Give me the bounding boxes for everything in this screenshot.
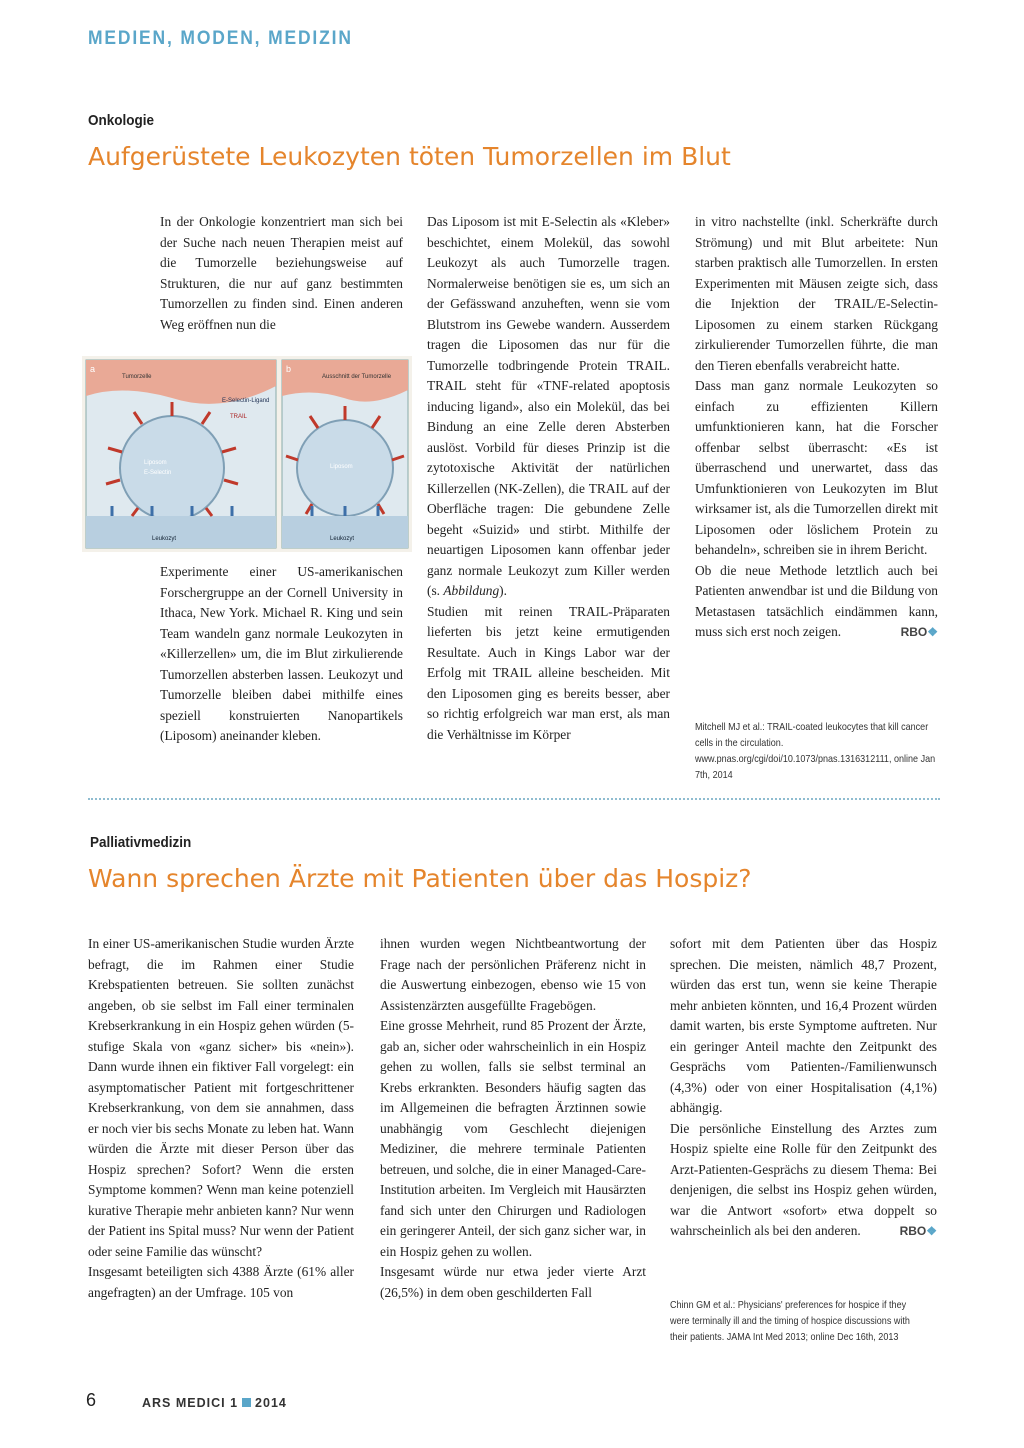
paragraph: Insgesamt beteiligten sich 4388 Ärzte (61% aller angefragten) an der Umfrage. 105 von	[88, 1264, 354, 1300]
article2-reference: Chinn GM et al.: Physicians' preferences for hospice if they were terminally ill and the timing of hospice discussions with their patients. JAMA Int Med 2013; online Dec 16th, 2013	[670, 1299, 910, 1343]
liposome-figure	[82, 356, 412, 552]
paragraph: ihnen wurden wegen Nichtbeantwortung der Frage nach der persönlichen Präferenz nicht in die Auswertung einbezogen, ebenso wie 15 von Assistenzärzten ausgefüllte Fragebögen.	[380, 936, 646, 1013]
trail-label-a: TRAIL	[230, 414, 248, 420]
article1-col1-top	[160, 212, 403, 335]
liposome-diagram	[82, 356, 412, 552]
paragraph: Experimente einer US-amerikanischen Forschergruppe an der Cornell University in Ithaca, New York. Michael R. King und sein Team wandeln ganz normale Leukozyten in «Killerzellen» um, die im Blut zirkulierende Tumorzellen absterben lassen. Leukozyt und Tumorzelle bleiben dabei mithilfe eines speziell konstruierten Nanopartikels (Liposom) aneinander kleben.	[160, 564, 403, 743]
panel-b-label: b	[286, 364, 292, 374]
paragraph: In einer US-amerikanischen Studie wurden Ärzte befragt, die im Rahmen einer Studie Krebspatienten betreuen. Sie sollten zunächst angeben, ob sie selbst im Fall einer terminalen Krebserkrankung in ein Hospiz gehen würden (5-stufige Skala von «ganz sicher» bis «nein»). Dann wurde ihnen ein fiktiver Fall vorgelegt: ein asymptomatischer Patient mit fortgeschrittener Krebserkrankung, von dem sie annahmen, dass er noch vier bis sechs Monate zu leben hat. Wann würden die Ärzte mit dieser Person über das Hospiz sprechen? Sofort? Wenn die ersten Symptome kommen? Wenn man keine potenziell kurative Therapie mehr anbieten kann? Nur wenn der Patient ins Spital muss? Nur wenn der Patient oder seine Familie das wünscht?	[88, 936, 354, 1259]
leukozyt-label-a: Leukozyt	[152, 536, 177, 542]
article1-kicker: Onkologie	[88, 112, 155, 129]
section-header: MEDIEN, MODEN, MEDIZIN	[88, 28, 353, 49]
paragraph: in vitro nachstellte (inkl. Scherkräfte durch Strömung) und mit Blut arbeitete: Nun starben praktisch alle Tumorzellen. In ersten Experimenten mit Mäusen zeigte sich, dass die Injektion der TRAIL/E-Selectin-Liposomen zu einem starken Rückgang zirkulierender Tumorzellen führte, die man den Tieren ebenfalls verabreicht hatte.	[695, 214, 938, 373]
author-signature: RBO❖	[900, 625, 938, 639]
article2-col1	[88, 934, 354, 1303]
article1-title: Aufgerüstete Leukozyten töten Tumorzellen im Blut	[88, 142, 731, 171]
leukocyte-b	[282, 516, 408, 548]
article2-col3	[670, 934, 937, 1242]
leukozyt-label-b: Leukozyt	[330, 536, 355, 542]
paragraph: Eine grosse Mehrheit, rund 85 Prozent der Ärzte, gab an, sicher oder wahrscheinlich in ein Hospiz gehen zu wollen, falls sie selbst terminal an Krebs erkrankten. Besonders häufig sagten das im Allgemeinen die befragten Ärztinnen sowie unabhängig vom Geschlecht diejenigen Mediziner, die mehrere terminale Patienten betreuen, und solche, die in einer Managed-Care-Institution arbeiten. Im Vergleich mit Hausärzten fand sich unter den Chirurgen und Radiologen ein geringerer Anteil, der sich ganz sicher war, in ein Hospiz gehen zu wollen.	[380, 1018, 646, 1259]
paragraph: Dass man ganz normale Leukozyten so einfach zu effizienten Killern umfunktionieren kann, hat die Forscher offenbar selbst überrascht: «Es ist überraschend und unerwartet, dass das Umfunktionieren von Leukozyten im Blut wirksamer ist, als die Tumorzellen direkt mit Liposomen oder löslichem Protein zu behandeln», schreiben sie in ihrem Bericht.	[695, 378, 938, 557]
liposom-label-a: Liposom	[144, 460, 167, 466]
paragraph: Studien mit reinen TRAIL-Präparaten lieferten bis jetzt keine ermutigenden Resultate. Auch in Kings Labor war der Erfolg mit TRAIL alleine bescheiden. Mit den Liposomen ging es bereits besser, aber so richtig erfolgreich war man erst, als man die Verhältnisse im Körper	[427, 603, 670, 742]
panel-a-label: a	[90, 364, 96, 374]
paragraph: Die persönliche Einstellung des Arztes zum Hospiz spielte eine Rolle für den Zeitpunkt des Arzt-Patienten-Gesprächs zu diesem Thema: Bei denjenigen, die selbst ins Hospiz gehen würden, war die Antwort «sofort» etwa doppelt so wahrscheinlich als bei den anderen. RBO❖	[670, 1119, 937, 1242]
article2-col2	[380, 934, 646, 1303]
paragraph: Ob die neue Methode letztlich auch bei Patienten anwendbar ist und die Bildung von Metastasen tatsächlich eindämmen kann, muss sich erst noch zeigen. RBO❖	[695, 561, 938, 643]
author-signature: RBO❖	[899, 1224, 937, 1238]
paragraph: In der Onkologie konzentriert man sich bei der Suche nach neuen Therapien meist auf die Tumorzelle beziehungsweise auf Strukturen, die nur auf ganz bestimmten Tumorzellen zu finden sind. Einen anderen Weg eröffnen nun die	[160, 214, 403, 332]
article2-title: Wann sprechen Ärzte mit Patienten über das Hospiz?	[88, 864, 752, 893]
liposome-a	[120, 416, 224, 520]
paragraph: Insgesamt würde nur etwa jeder vierte Arzt (26,5%) in dem oben geschilderten Fall	[380, 1264, 646, 1300]
leukocyte-a	[86, 516, 276, 548]
article2-kicker: Palliativmedizin	[90, 834, 192, 851]
article1-col2	[427, 212, 670, 745]
tumor-label-b: Ausschnitt der Tumorzelle	[322, 374, 392, 380]
paragraph: Das Liposom ist mit E-Selectin als «Kleber» beschichtet, einem Molekül, das sowohl Leukozyt als auch Tumorzelle tragen. Normalerweise benötigen sie es, um sich an der Gefässwand anzuheften, wenn sie vom Blutstrom ins Gewebe wandern. Ausserdem tragen die Liposomen das nur für die Tumorzelle todbringende Protein TRAIL. TRAIL steht für «TNF-related apoptosis inducing ligand», also ein Molekül, das bei Bindung an eine Zelle deren Absterben auslöst. Vorbild für dieses Prinzip ist die zytotoxische Aktivität der natürlichen Killerzellen (NK-Zellen), die TRAIL auf der Oberfläche tragen: Die gebundene Zelle begeht «Suizid» und stirbt. Mithilfe der neuartigen Liposomen kann offenbar jeder ganz normale Leukozyt zum Killer werden (s. Abbildung).	[427, 214, 670, 598]
journal-footer: ARS MEDICI 1 2014	[142, 1396, 287, 1410]
section-divider	[88, 798, 940, 800]
article1-reference: Mitchell MJ et al.: TRAIL-coated leukocytes that kill cancer cells in the circulation. www.pnas.org/cgi/doi/10.1073/pnas.1316312111, online Jan 7th, 2014	[695, 721, 936, 781]
page-number: 6	[86, 1390, 97, 1410]
paragraph: sofort mit dem Patienten über das Hospiz sprechen. Die meisten, nämlich 48,7 Prozent, würden das erst tun, wenn sie keine Therapie mehr anbieten könnten, und 16,4 Prozent würden damit warten, bis erste Symptome auftreten. Nur ein geringer Anteil machte den Zeitpunkt des Gesprächs vom Patienten-/Familienwunsch (4,3%) oder von einer Hospitalisation (4,1%) abhängig.	[670, 936, 937, 1115]
eselectin-label-a: E-Selectin	[144, 470, 172, 476]
article1-col3	[695, 212, 938, 643]
tumor-label-a: Tumorzelle	[122, 374, 152, 380]
liposom-label-b: Liposom	[330, 464, 353, 470]
square-icon	[242, 1398, 251, 1407]
eligand-label-a: E-Selectin-Ligand	[222, 398, 270, 404]
article1-col1-bottom	[160, 562, 403, 747]
